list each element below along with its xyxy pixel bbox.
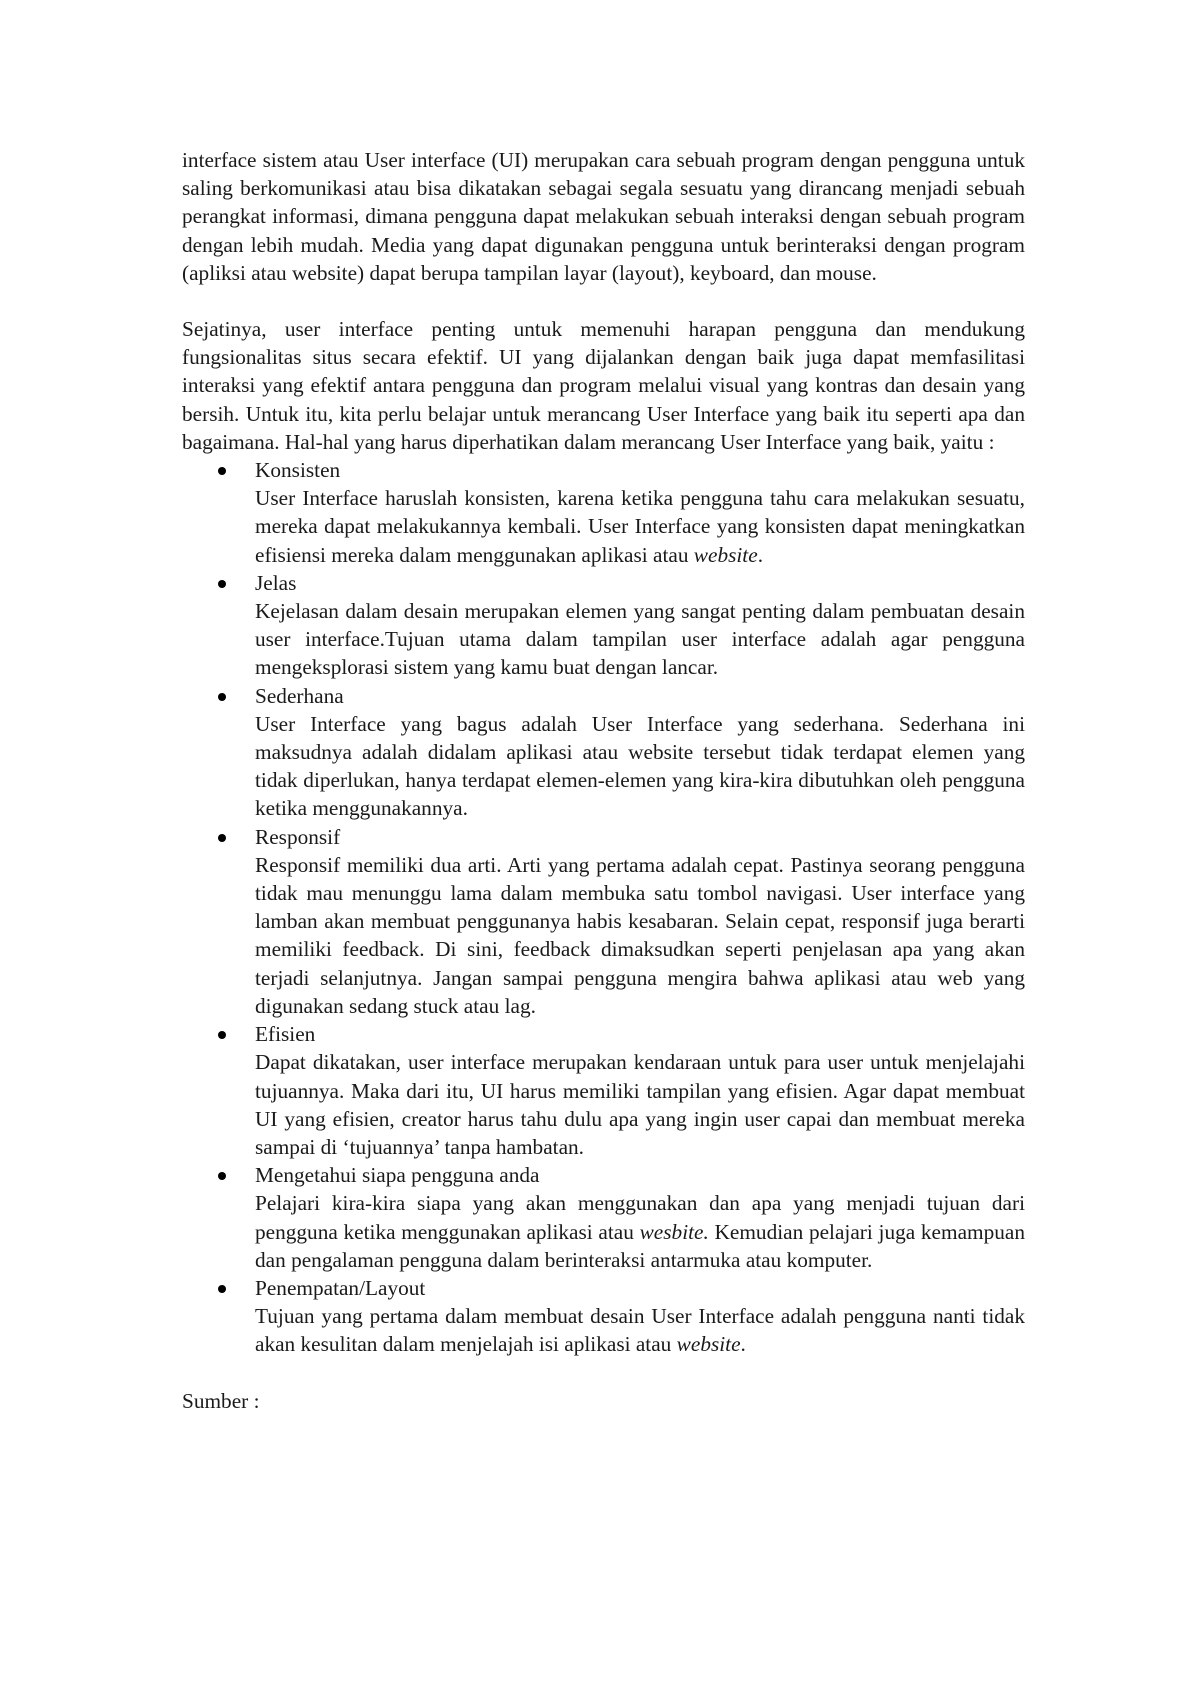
emphasis: website [693,542,758,567]
item-body: User Interface yang bagus adalah User Interface yang sederhana. Sederhana ini maksudnya adalah didalam aplikasi atau website tersebut tidak terdapat elemen yang tidak diperlukan, hanya terdapat elemen-elemen yang kira-kira dibutuhkan oleh pengguna ketika menggunakannya. [255,711,1025,821]
item-body: Kejelasan dalam desain merupakan elemen yang sangat penting dalam pembuatan desain user interface.Tujuan utama dalam tampilan user interface adalah agar pengguna mengeksplorasi sistem yang kamu buat dengan lancar. [255,599,1025,680]
paragraph-spacer [182,1359,1025,1387]
list-item [182,1274,1025,1359]
item-body: Pelajari kira-kira siapa yang akan menggunakan dan apa yang menjadi tujuan dari pengguna ketika menggunakan aplikasi atau wesbite. Kemudian pelajari juga kemampuan dan pengalaman pengguna dalam berinteraksi antarmuka atau komputer. [255,1191,1025,1272]
bullet-icon [218,1172,226,1180]
bullet-icon [218,1031,226,1039]
list-item [182,1161,1025,1274]
item-title: Penempatan/Layout [255,1275,426,1300]
emphasis: website [676,1332,741,1357]
bullet-icon [218,467,226,475]
item-title: Efisien [255,1022,316,1047]
list-item [182,682,1025,823]
bullet-icon [218,580,226,588]
paragraph-spacer [182,287,1025,315]
list-item [182,823,1025,1020]
emphasis: wesbite. [639,1219,709,1244]
lead-paragraph: Sejatinya, user interface penting untuk memenuhi harapan pengguna dan mendukung fungsionalitas situs secara efektif. UI yang dijalankan dengan baik juga dapat memfasilitasi interaksi yang efektif antara pengguna dan program melalui visual yang kontras dan desain yang bersih. Untuk itu, kita perlu belajar untuk merancang User Interface yang baik itu seperti apa dan bagaimana. Hal-hal yang harus diperhatikan dalam merancang User Interface yang baik, yaitu : [182,317,1025,454]
bullet-icon [218,1285,226,1293]
list-item [182,569,1025,682]
bullet-icon [218,834,226,842]
list-item [182,456,1025,569]
item-title: Jelas [255,570,297,595]
bullet-icon [218,693,226,701]
item-body: Tujuan yang pertama dalam membuat desain User Interface adalah pengguna nanti tidak akan kesulitan dalam menjelajah isi aplikasi atau website. [255,1304,1025,1357]
ui-principles-list [182,456,1025,1359]
item-body: Dapat dikatakan, user interface merupakan kendaraan untuk para user untuk menjelajahi tujuannya. Maka dari itu, UI harus memiliki tampilan yang efisien. Agar dapat membuat UI yang efisien, creator harus tahu dulu apa yang ingin user capai dan membuat mereka sampai di ‘tujuannya’ tanpa hambatan. [255,1050,1025,1159]
item-title: Responsif [255,824,341,849]
list-item [182,1020,1025,1161]
item-body: Responsif memiliki dua arti. Arti yang pertama adalah cepat. Pastinya seorang pengguna tidak mau menunggu lama dalam membuka satu tombol navigasi. User interface yang lamban akan membuat penggunanya habis kesabaran. Selain cepat, responsif juga berarti memiliki feedback. Di sini, feedback dimaksudkan seperti penjelasan apa yang akan terjadi selanjutnya. Jangan sampai pengguna mengira bahwa aplikasi atau web yang digunakan sedang stuck atau lag. [255,852,1025,1018]
item-body: User Interface haruslah konsisten, karena ketika pengguna tahu cara melakukan sesuatu, mereka dapat melakukannya kembali. User Interface yang konsisten dapat meningkatkan efisiensi mereka dalam menggunakan aplikasi atau website. [255,486,1025,567]
intro-paragraph: interface sistem atau User interface (UI) merupakan cara sebuah program dengan pengguna untuk saling berkomunikasi atau bisa dikatakan sebagai segala sesuatu yang dirancang menjadi sebuah perangkat informasi, dimana pengguna dapat melakukan sebuah interaksi dengan sebuah program dengan lebih mudah. Media yang dapat digunakan pengguna untuk berinteraksi dengan program (apliksi atau website) dapat berupa tampilan layar (layout), keyboard, dan mouse. [182,148,1025,285]
document-page [182,146,1025,1415]
source-label: Sumber : [182,1388,260,1413]
item-title: Sederhana [255,683,344,708]
item-title: Konsisten [255,458,341,483]
item-title: Mengetahui siapa pengguna anda [255,1163,540,1188]
